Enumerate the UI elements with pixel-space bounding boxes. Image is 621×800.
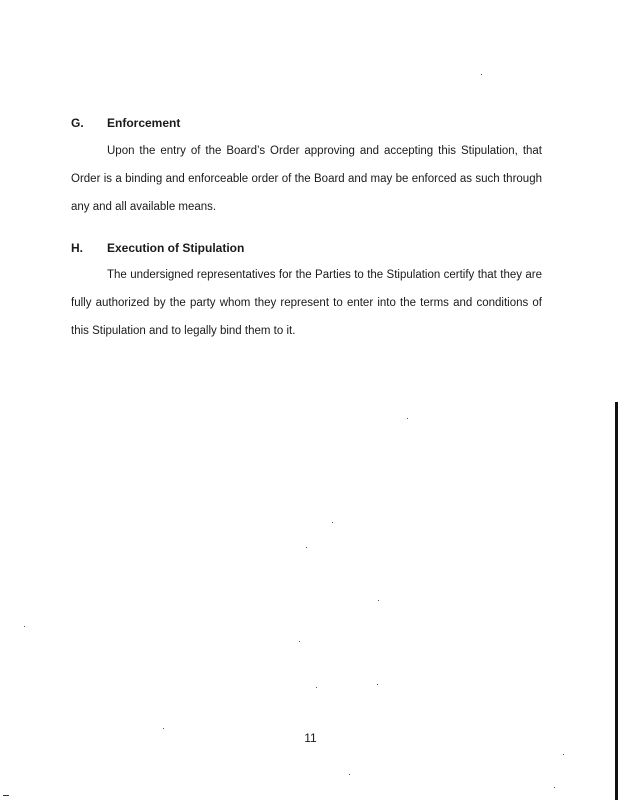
- scan-speck: [24, 626, 25, 627]
- scan-speck: [316, 687, 317, 688]
- section-title: Execution of Stipulation: [107, 241, 245, 255]
- scan-speck: [377, 684, 378, 685]
- section-body-g: [71, 137, 542, 221]
- scan-speck: [378, 600, 379, 601]
- scan-speck: [407, 418, 408, 419]
- scan-edge-shadow: [615, 402, 618, 800]
- section-body-h: [71, 261, 542, 345]
- section-body-text: Upon the entry of the Board’s Order approving and accepting this Stipulation, that Order is a binding and enforceable order of the Board and may be enforced as such through any and all available means.: [71, 145, 542, 213]
- section-heading-h: [71, 241, 244, 255]
- section-body-text: The undersigned representatives for the Parties to the Stipulation certify that they are fully authorized by the party whom they represent to enter into the terms and conditions of this Stipulation and to legally bind them to it.: [71, 269, 542, 337]
- section-title: Enforcement: [107, 116, 181, 130]
- scan-speck: [299, 641, 300, 642]
- scan-speck: [563, 754, 564, 755]
- section-letter: G.: [71, 116, 84, 130]
- scan-speck: [481, 74, 482, 75]
- scan-speck: [306, 547, 307, 548]
- scan-edge-mark: [3, 795, 9, 796]
- scan-speck: [349, 774, 350, 775]
- section-heading-g: [71, 116, 180, 130]
- scan-speck: [332, 522, 333, 523]
- page-number: 11: [304, 731, 317, 745]
- section-letter: H.: [71, 241, 83, 255]
- scan-speck: [163, 728, 164, 729]
- scan-speck: [554, 787, 555, 788]
